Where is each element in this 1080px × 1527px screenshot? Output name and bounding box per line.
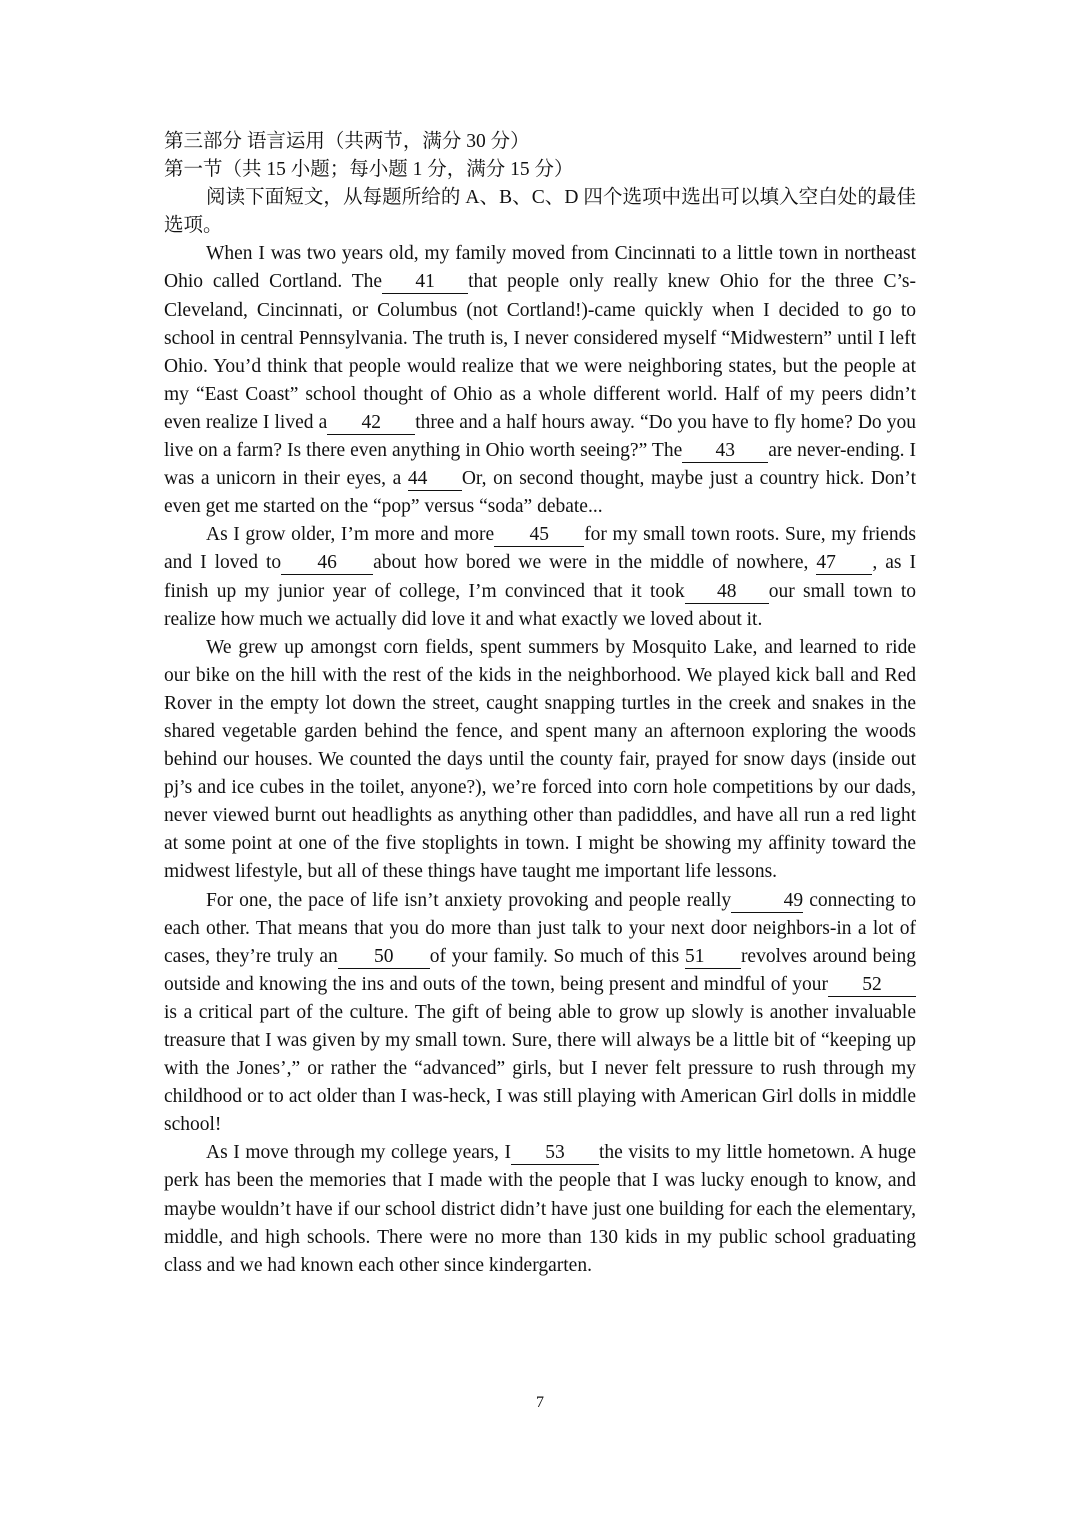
blank-52: 52	[828, 975, 916, 997]
part-title: 第三部分 语言运用（共两节，满分 30 分）	[164, 131, 530, 152]
text-run: connecting to each other. That means that you do more than just talk to your next door neighbors-in a lot of cases, they’re truly an	[164, 889, 916, 967]
passage-paragraph-3: We grew up amongst corn fields, spent summers by Mosquito Lake, and learned to ride our bike on the hill with the rest of the kids in the neighborhood. We played kick ball and Red Rover in the empty lot down the street, caught snapping turtles in the creek and snakes in the shared vegetable garden behind the fence, and spent many an afternoon exploring the woods behind our houses. We counted the days until the county fair, prayed for snow days (inside out pj’s and ice cubes in the toilet, anyone?), we’re forced into corn hole competitions by our dads, never viewed burnt out headlights as anything other than padiddles, and have all run a red light at some point at one of the five stoplights in town. I might be showing my affinity toward the midwest lifestyle, but all of these things have taught me important life lessons.	[164, 636, 916, 883]
passage-paragraph-4	[164, 887, 916, 1140]
blank-50: 50	[338, 947, 430, 969]
blank-43: 43	[682, 441, 768, 463]
text-run: are never-ending. I was a unicorn in their eyes, a	[164, 440, 917, 490]
blank-49: 49	[731, 891, 803, 913]
blank-53: 53	[511, 1143, 599, 1165]
blank-47: 47	[816, 553, 872, 575]
text-run: of your family. So much of this	[429, 945, 680, 967]
text-run: revolves around being outside and knowing the ins and outs of the town, being present and mindful of your	[164, 945, 916, 995]
section-title: 第一节（共 15 小题；每小题 1 分，满分 15 分）	[164, 159, 574, 181]
blank-41: 41	[382, 272, 468, 294]
text-run: the visits to my little hometown. A huge perk has been the memories that I made with the people that I was lucky enough to know, and maybe wouldn’t have if our school district didn’t have just one building for each the elementary, middle, and high schools. There were no more than 130 kids in my public school graduating class and we had known each other since kindergarten.	[164, 1142, 916, 1276]
text-run: three and a half hours away. “Do you have to fly home? Do you live on a farm? Is there even anything in Ohio worth seeing?” The	[164, 411, 916, 462]
text-run: about how bored we were in the middle of nowhere,	[373, 552, 809, 574]
blank-42: 42	[327, 413, 415, 435]
blank-46: 46	[281, 553, 373, 575]
passage-paragraph-1	[164, 240, 916, 521]
text-run: that people only really knew Ohio for the three C’s-Cleveland, Cincinnati, or Columbus (not Cortland!)-came quickly when I decided to go to school in central Pennsylvania. The truth is, I never considered myself “Midwestern” until I left Ohio. You’d think that people would realize that we were neighboring states, but the people at my “East Coast” school thought of Ohio as a whole different world. Half of my peers didn’t even realize I lived a	[164, 271, 916, 433]
text-run: For one, the pace of life isn’t anxiety provoking and people really	[206, 889, 732, 911]
page-number: 7	[536, 1394, 544, 1411]
text-run: our small town to realize how much we actually did love it and what exactly we loved about it.	[164, 580, 916, 630]
text-run: for my small town roots. Sure, my friends and I loved to	[164, 524, 916, 574]
blank-51: 51	[685, 947, 741, 969]
text-run: When I was two years old, my family moved from Cincinnati to a little town in northeast Ohio called Cortland. The	[164, 243, 916, 293]
blank-44: 44	[408, 469, 462, 491]
exam-page	[164, 128, 916, 1280]
instruction: 阅读下面短文，从每题所给的 A、B、C、D 四个选项中选出可以填入空白处的最佳选项。	[164, 187, 916, 237]
passage-paragraph-5	[164, 1139, 916, 1279]
blank-48: 48	[685, 582, 769, 604]
text-run: As I move through my college years, I	[206, 1142, 511, 1164]
passage-paragraph-2	[164, 521, 916, 633]
text-run: , as I finish up my junior year of college, I’m convinced that it took	[164, 552, 916, 602]
blank-45: 45	[494, 525, 584, 547]
text-run: Or, on second thought, maybe just a country hick. Don’t even get me started on the “pop” versus “soda” debate...	[164, 468, 916, 518]
text-run: As I grow older, I’m more and more	[206, 524, 495, 546]
text-run: is a critical part of the culture. The gift of being able to grow up slowly is another invaluable treasure that I was given by my small town. Sure, there will always be a little bit of “keeping up with the Jones’,” or rather the “advanced” girls, but I never felt pressure to rush through my childhood or to act older than I was-heck, I was still playing with American Girl dolls in middle school!	[164, 1001, 916, 1136]
